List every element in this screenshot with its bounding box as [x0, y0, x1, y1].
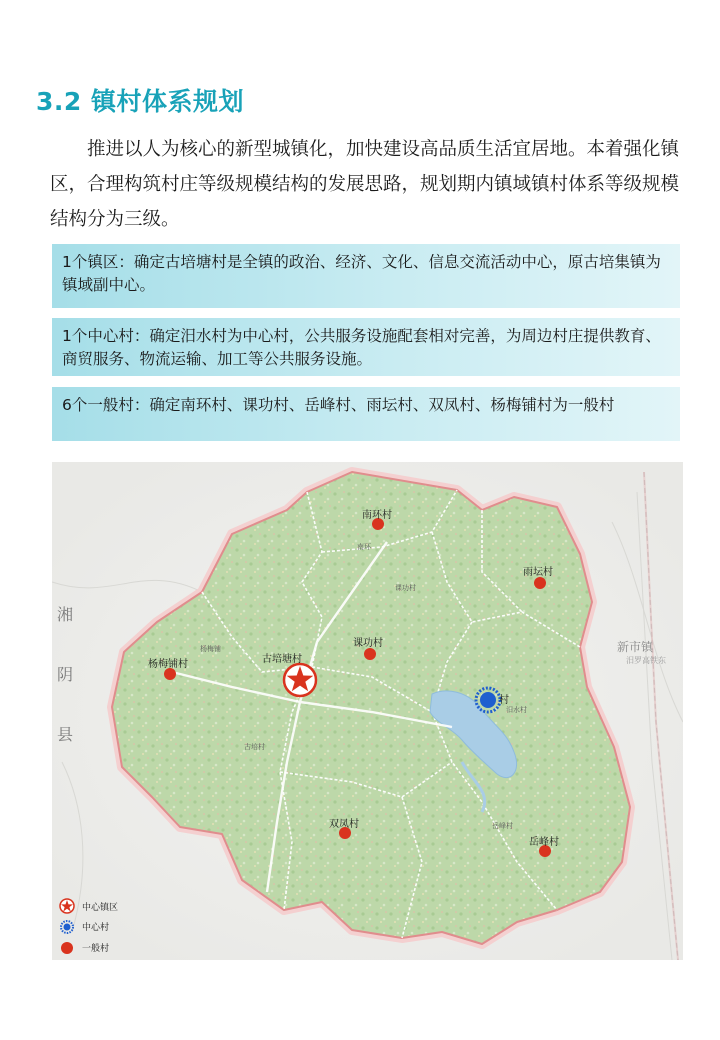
village-label: 岳峰村 [529, 837, 559, 848]
small-label: 课功村 [395, 584, 416, 592]
tier-box-center-village [52, 318, 680, 376]
town-label: 新市镇 [617, 640, 654, 654]
small-label: 南环 [357, 543, 371, 551]
village-label: 课功村 [353, 638, 383, 649]
small-label: 汨水村 [506, 706, 527, 714]
village-system-map [52, 462, 683, 960]
red-dot-icon [364, 648, 376, 660]
county-char: 阴 [57, 665, 74, 684]
center-village-dot [480, 692, 496, 708]
legend-label: 中心村 [82, 923, 110, 933]
village-label: 杨梅铺村 [148, 659, 188, 670]
legend-label: 一般村 [82, 944, 110, 954]
village-label: 南环村 [362, 510, 392, 521]
railway-label: 汨罗高铁东 [626, 656, 666, 665]
map-svg [52, 462, 683, 960]
village-label: 雨坛村 [523, 567, 553, 578]
legend-item [61, 942, 109, 954]
legend-blue-dot [64, 924, 71, 931]
small-label: 岳峰村 [492, 822, 513, 830]
tier-box-town [52, 244, 680, 308]
section-heading: 3.2 镇村体系规划 [36, 87, 244, 116]
red-dot-icon [534, 577, 546, 589]
tier-box-general-village [52, 387, 680, 441]
legend-label: 中心镇区 [82, 903, 119, 913]
intro-paragraph: 推进以人为核心的新型城镇化，加快建设高品质生活宜居地。本着强化镇区，合理构筑村庄等级规模结构的发展思路，规划期内镇域镇村体系等级规模结构分为三级。 [50, 139, 680, 230]
red-dot-icon [61, 942, 73, 954]
small-label: 古培村 [244, 743, 265, 751]
tier-text: 1个中心村：确定汨水村为中心村，公共服务设施配套相对完善，为周边村庄提供教育、商贸服务、物流运输、加工等公共服务设施。 [62, 327, 661, 368]
county-char: 湘 [57, 605, 74, 624]
county-char: 县 [57, 725, 74, 744]
center-village-label: 村 [499, 695, 509, 706]
village-label: 双凤村 [329, 819, 359, 830]
tier-text: 6个一般村：确定南环村、课功村、岳峰村、雨坛村、双凤村、杨梅铺村为一般村 [62, 396, 615, 414]
small-label: 杨梅铺 [200, 645, 221, 653]
center-town-label: 古培塘村 [262, 654, 302, 665]
tier-text: 1个镇区：确定古培塘村是全镇的政治、经济、文化、信息交流活动中心，原古培集镇为镇域副中心。 [62, 253, 661, 294]
